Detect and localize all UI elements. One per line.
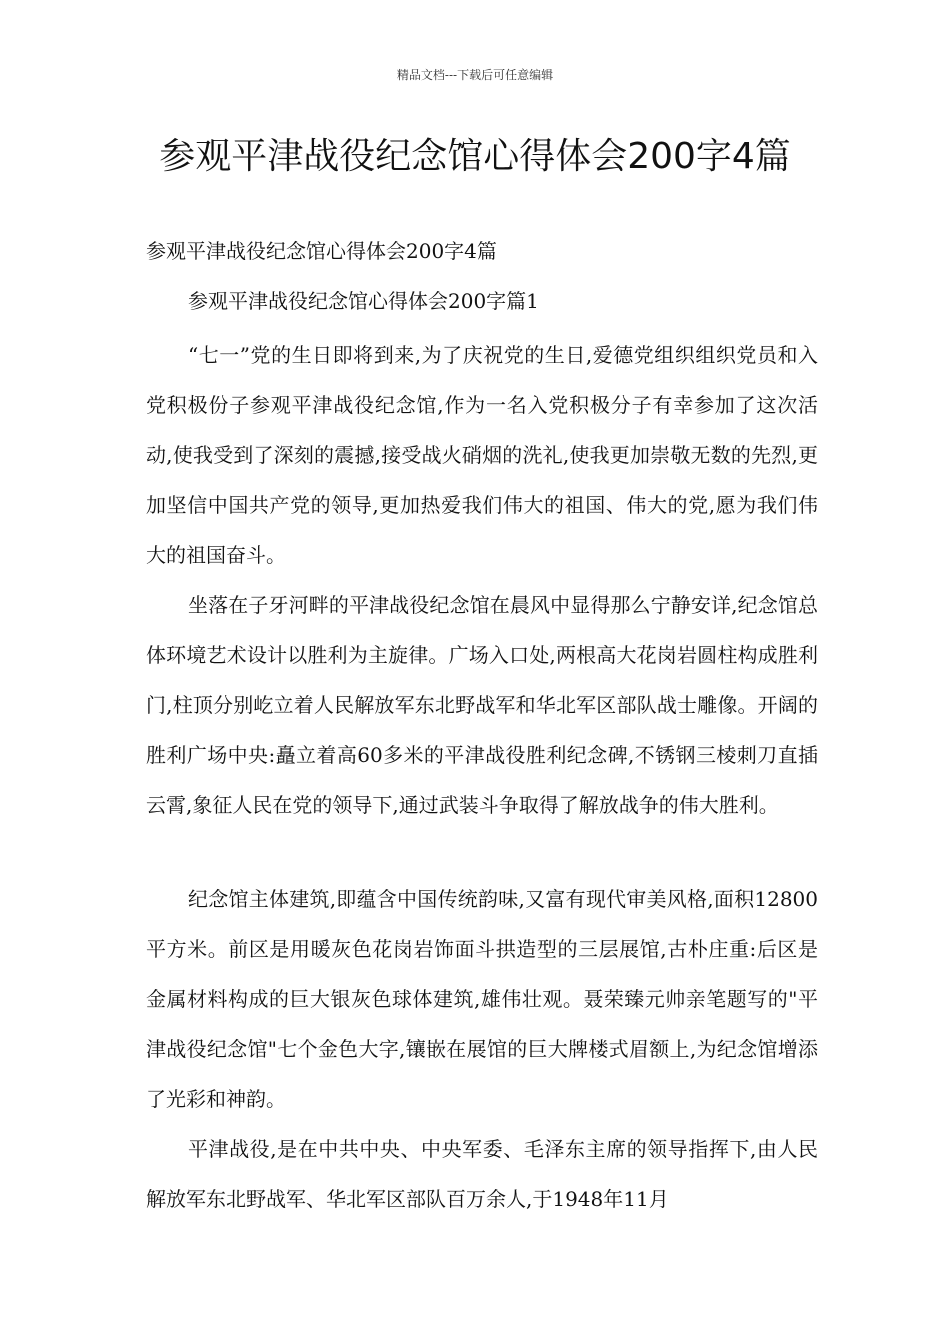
body-paragraph-block: [146, 580, 818, 831]
body-paragraph: 纪念馆主体建筑,即蕴含中国传统韵味,又富有现代审美风格,面积12800平方米。前区是用暖灰色花岗岩饰面斗拱造型的三层展馆,古朴庄重:后区是金属材料构成的巨大银灰色球体建筑,雄伟壮观。聂荣臻元帅亲笔题写的"平津战役纪念馆"七个金色大字,镶嵌在展馆的巨大牌楼式眉额上,为纪念馆增添了光彩和神韵。: [146, 887, 818, 1111]
body-paragraph-block: [146, 874, 818, 1125]
section-heading: 参观平津战役纪念馆心得体会200字篇1: [188, 289, 539, 313]
header-note: 精品文档---下载后可任意编辑: [396, 68, 554, 82]
document-subtitle: 参观平津战役纪念馆心得体会200字4篇: [146, 239, 497, 263]
body-paragraph-block: [146, 1124, 818, 1225]
body-paragraph-block: [146, 330, 818, 581]
body-paragraph: 坐落在子牙河畔的平津战役纪念馆在晨风中显得那么宁静安详,纪念馆总体环境艺术设计以胜利为主旋律。广场入口处,两根高大花岗岩圆柱构成胜利门,柱顶分别屹立着人民解放军东北野战军和华北军区部队战士雕像。开阔的胜利广场中央:矗立着高60多米的平津战役胜利纪念碑,不锈钢三棱刺刀直插云霄,象征人民在党的领导下,通过武装斗争取得了解放战争的伟大胜利。: [146, 593, 818, 817]
body-paragraph: 平津战役,是在中共中央、中央军委、毛泽东主席的领导指挥下,由人民解放军东北野战军、华北军区部队百万余人,于1948年11月: [146, 1137, 818, 1211]
body-paragraph: “七一”党的生日即将到来,为了庆祝党的生日,爱德党组织组织党员和入党积极份子参观平津战役纪念馆,作为一名入党积极分子有幸参加了这次活动,使我受到了深刻的震撼,接受战火硝烟的洗礼,使我更加崇敬无数的先烈,更加坚信中国共产党的领导,更加热爱我们伟大的祖国、伟大的党,愿为我们伟大的祖国奋斗。: [146, 343, 818, 567]
document-title: 参观平津战役纪念馆心得体会200字4篇: [159, 136, 791, 177]
